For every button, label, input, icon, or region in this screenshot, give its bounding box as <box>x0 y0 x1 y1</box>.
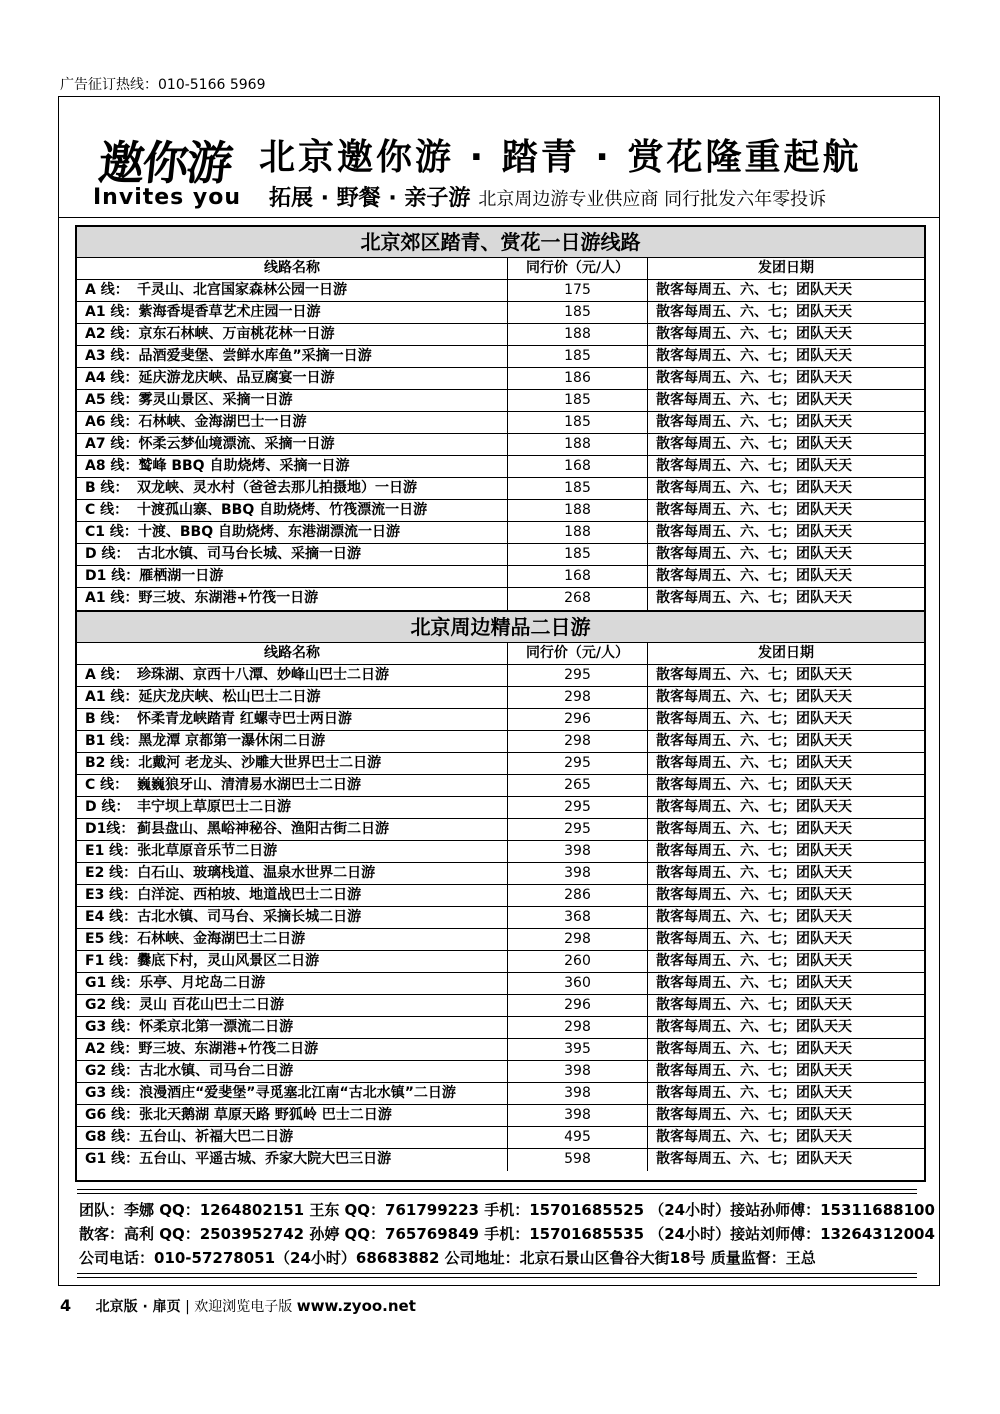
table-row <box>77 995 924 1017</box>
route-date: 散客每周五、六、七；团队天天 <box>656 590 852 606</box>
headline: 北京邀你游 · 踏青 · 赏花隆重起航 <box>259 137 862 178</box>
header-divider <box>59 217 939 218</box>
route-price: 495 <box>508 1127 648 1148</box>
route-date: 散客每周五、六、七；团队天天 <box>656 821 852 837</box>
route-date: 散客每周五、六、七；团队天天 <box>656 392 852 408</box>
subline-bold: 拓展 · 野餐 · 亲子游 <box>269 186 471 211</box>
section2-title: 北京周边精品二日游 <box>77 610 924 643</box>
route-name-cell <box>77 412 508 433</box>
route-name-cell <box>77 863 508 884</box>
route-code: A 线： <box>85 282 129 298</box>
route-code: C 线： <box>85 777 129 793</box>
route-price: 188 <box>508 522 648 543</box>
col-name-header: 线路名称 <box>77 643 508 664</box>
route-date: 散客每周五、六、七；团队天天 <box>656 755 852 771</box>
route-name: 怀柔京北第一漂流二日游 <box>139 1019 294 1035</box>
route-date: 散客每周五、六、七；团队天天 <box>656 546 852 562</box>
col-date-header: 发团日期 <box>758 645 814 661</box>
table-row <box>77 929 924 951</box>
route-price: 598 <box>508 1149 648 1171</box>
table-row <box>77 280 924 302</box>
divider-double-top <box>77 1189 917 1194</box>
route-code: A7 线： <box>85 436 139 452</box>
route-name: 双龙峡、灵水村（爸爸去那儿拍摄地）一日游 <box>137 480 417 496</box>
route-code: C 线： <box>85 502 129 518</box>
route-date: 散客每周五、六、七；团队天天 <box>656 865 852 881</box>
route-date: 散客每周五、六、七；团队天天 <box>656 304 852 320</box>
table-row <box>77 841 924 863</box>
route-price: 298 <box>508 929 648 950</box>
route-date: 散客每周五、六、七；团队天天 <box>656 502 852 518</box>
page-number: 4 <box>60 1296 72 1315</box>
route-price: 398 <box>508 1083 648 1104</box>
route-price: 168 <box>508 566 648 587</box>
table-row <box>77 753 924 775</box>
route-code: G1 线： <box>85 975 140 991</box>
section1-title: 北京郊区踏青、赏花一日游线路 <box>77 227 924 258</box>
route-price: 265 <box>508 775 648 796</box>
route-date: 散客每周五、六、七；团队天天 <box>656 689 852 705</box>
table-row <box>77 1127 924 1149</box>
route-price: 185 <box>508 478 648 499</box>
route-name: 鹫峰 BBQ 自助烧烤、采摘一日游 <box>138 458 350 474</box>
route-code: D 线： <box>85 546 130 562</box>
route-code: E2 线： <box>85 865 138 881</box>
route-date: 散客每周五、六、七；团队天天 <box>656 348 852 364</box>
route-name-cell <box>77 929 508 950</box>
route-name: 怀柔青龙峡踏青 红螺寺巴士两日游 <box>137 711 352 727</box>
route-price: 188 <box>508 434 648 455</box>
route-name: 十渡孤山寨、BBQ 自助烧烤、竹筏漂流一日游 <box>137 502 428 518</box>
route-name-cell <box>77 456 508 477</box>
route-date: 散客每周五、六、七；团队天天 <box>656 480 852 496</box>
route-name-cell <box>77 797 508 818</box>
route-name: 紫海香堤香草艺术庄园一日游 <box>138 304 321 320</box>
route-price: 188 <box>508 324 648 345</box>
edition-label: 北京版 · 扉页 <box>95 1299 181 1315</box>
section1-header-row <box>77 258 924 280</box>
table-row <box>77 863 924 885</box>
route-code: A1 线： <box>85 304 139 320</box>
table-row <box>77 500 924 522</box>
route-name: 五台山、祈福大巴二日游 <box>139 1129 294 1145</box>
route-name-cell <box>77 1149 508 1171</box>
route-date: 散客每周五、六、七；团队天天 <box>656 458 852 474</box>
route-date: 散客每周五、六、七；团队天天 <box>656 953 852 969</box>
route-code: G3 线： <box>85 1085 140 1101</box>
route-code: G3 线： <box>85 1019 140 1035</box>
route-name-cell <box>77 1127 508 1148</box>
route-date: 散客每周五、六、七；团队天天 <box>656 887 852 903</box>
logo-en: Invites you <box>93 185 242 210</box>
route-name: 张北天鹅湖 草原天路 野狐岭 巴士二日游 <box>139 1107 392 1123</box>
route-code: G1 线： <box>85 1151 140 1167</box>
route-price: 296 <box>508 995 648 1016</box>
route-code: A6 线： <box>85 414 139 430</box>
route-date: 散客每周五、六、七；团队天天 <box>656 777 852 793</box>
route-name-cell <box>77 280 508 301</box>
route-name: 延庆龙庆峡、松山巴士二日游 <box>138 689 321 705</box>
routes-table <box>75 225 926 1182</box>
route-price: 395 <box>508 1039 648 1060</box>
route-date: 散客每周五、六、七；团队天天 <box>656 931 852 947</box>
route-name: 五台山、平遥古城、乔家大院大巴三日游 <box>139 1151 392 1167</box>
route-name-cell <box>77 973 508 994</box>
route-date: 散客每周五、六、七；团队天天 <box>656 370 852 386</box>
table-row <box>77 522 924 544</box>
route-name-cell <box>77 731 508 752</box>
route-price: 295 <box>508 753 648 774</box>
route-name: 蓟县盘山、黑峪神秘谷、渔阳古街二日游 <box>137 821 389 837</box>
route-name: 雾灵山景区、采摘一日游 <box>138 392 293 408</box>
route-date: 散客每周五、六、七；团队天天 <box>656 282 852 298</box>
route-name-cell <box>77 588 508 610</box>
route-name-cell <box>77 390 508 411</box>
table-row <box>77 1017 924 1039</box>
table-row <box>77 687 924 709</box>
route-name: 乐亭、月坨岛二日游 <box>139 975 266 991</box>
route-date: 散客每周五、六、七；团队天天 <box>656 667 852 683</box>
route-price: 295 <box>508 797 648 818</box>
table-row <box>77 302 924 324</box>
route-price: 360 <box>508 973 648 994</box>
route-code: A3 线： <box>85 348 139 364</box>
route-price: 185 <box>508 412 648 433</box>
route-price: 398 <box>508 863 648 884</box>
route-code: A5 线： <box>85 392 139 408</box>
col-price-header: 同行价（元/人） <box>508 258 648 279</box>
route-price: 188 <box>508 500 648 521</box>
route-date: 散客每周五、六、七；团队天天 <box>656 436 852 452</box>
route-name-cell <box>77 566 508 587</box>
route-name-cell <box>77 478 508 499</box>
table-row <box>77 819 924 841</box>
route-name-cell <box>77 346 508 367</box>
route-code: G8 线： <box>85 1129 140 1145</box>
route-name-cell <box>77 500 508 521</box>
route-name-cell <box>77 1039 508 1060</box>
table-row <box>77 797 924 819</box>
route-name-cell <box>77 522 508 543</box>
contact-individual: 散客：高利 QQ：2503952742 孙婷 QQ：765769849 手机：15701685535 （24小时）接站刘师傅：13264312004 <box>79 1225 935 1243</box>
route-code: A4 线： <box>85 370 139 386</box>
route-name: 黑龙潭 京都第一瀑休闲二日游 <box>138 733 326 749</box>
route-name-cell <box>77 907 508 928</box>
route-name: 石林峡、金海湖巴士一日游 <box>138 414 307 430</box>
route-name: 白石山、玻璃栈道、温泉水世界二日游 <box>137 865 376 881</box>
table-row <box>77 665 924 687</box>
route-code: A1 线： <box>85 590 139 606</box>
route-name: 怀柔云梦仙境漂流、采摘一日游 <box>138 436 335 452</box>
col-name-header: 线路名称 <box>77 258 508 279</box>
route-name-cell <box>77 1105 508 1126</box>
table-row <box>77 973 924 995</box>
route-code: G2 线： <box>85 1063 140 1079</box>
route-price: 368 <box>508 907 648 928</box>
table-row <box>77 1105 924 1127</box>
route-name: 品酒爱斐堡、尝鲜水库鱼”采摘一日游 <box>138 348 372 364</box>
route-name: 石林峡、金海湖巴士二日游 <box>137 931 306 947</box>
route-date: 散客每周五、六、七；团队天天 <box>656 524 852 540</box>
route-name: 浪漫酒庄“爱斐堡”寻觅塞北江南“古北水镇”二日游 <box>139 1085 456 1101</box>
table-row <box>77 907 924 929</box>
route-date: 散客每周五、六、七；团队天天 <box>656 568 852 584</box>
route-date: 散客每周五、六、七；团队天天 <box>656 414 852 430</box>
route-date: 散客每周五、六、七；团队天天 <box>656 1019 852 1035</box>
col-price-header: 同行价（元/人） <box>508 643 648 664</box>
route-price: 295 <box>508 819 648 840</box>
route-name: 张北草原音乐节二日游 <box>137 843 278 859</box>
route-name-cell <box>77 544 508 565</box>
subline <box>269 181 826 212</box>
route-name: 延庆游龙庆峡、品豆腐宴一日游 <box>138 370 335 386</box>
route-name: 古北水镇、司马台长城、采摘一日游 <box>137 546 361 562</box>
route-name: 爨底下村，灵山风景区二日游 <box>137 953 320 969</box>
route-code: B1 线： <box>85 733 139 749</box>
route-name: 白洋淀、西柏坡、地道战巴士二日游 <box>137 887 362 903</box>
route-date: 散客每周五、六、七；团队天天 <box>656 1151 852 1167</box>
table-row <box>77 368 924 390</box>
divider-double-bottom <box>77 1273 917 1278</box>
route-price: 298 <box>508 1017 648 1038</box>
route-code: F1 线： <box>85 953 138 969</box>
route-name-cell <box>77 775 508 796</box>
route-code: G2 线： <box>85 997 140 1013</box>
route-price: 185 <box>508 544 648 565</box>
route-code: C1 线： <box>85 524 138 540</box>
route-code: D1 线： <box>85 568 140 584</box>
route-date: 散客每周五、六、七；团队天天 <box>656 1063 852 1079</box>
route-code: A2 线： <box>85 1041 139 1057</box>
route-name-cell <box>77 885 508 906</box>
route-name-cell <box>77 1061 508 1082</box>
route-name: 古北水镇、司马台、采摘长城二日游 <box>137 909 362 925</box>
route-price: 185 <box>508 302 648 323</box>
page-footer <box>60 1296 416 1316</box>
contact-team: 团队：李娜 QQ：1264802151 王东 QQ：761799223 手机：15701685525 （24小时）接站孙师傅：15311688100 <box>79 1201 935 1219</box>
table-row <box>77 731 924 753</box>
route-name: 北戴河 老龙头、沙雕大世界巴士二日游 <box>138 755 382 771</box>
table-row <box>77 1083 924 1105</box>
route-date: 散客每周五、六、七；团队天天 <box>656 711 852 727</box>
table-row <box>77 324 924 346</box>
table-row <box>77 478 924 500</box>
route-name-cell <box>77 819 508 840</box>
route-code: G6 线： <box>85 1107 140 1123</box>
route-price: 398 <box>508 1061 648 1082</box>
section2-rows <box>77 665 924 1171</box>
route-code: A2 线： <box>85 326 139 342</box>
route-date: 散客每周五、六、七；团队天天 <box>656 799 852 815</box>
route-code: D1线： <box>85 821 135 837</box>
route-code: B2 线： <box>85 755 139 771</box>
route-price: 286 <box>508 885 648 906</box>
route-date: 散客每周五、六、七；团队天天 <box>656 326 852 342</box>
route-name-cell <box>77 841 508 862</box>
ad-hotline: 广告征订热线：010-5166 5969 <box>60 77 266 93</box>
route-code: B 线： <box>85 480 129 496</box>
table-row <box>77 775 924 797</box>
route-code: E1 线： <box>85 843 138 859</box>
route-name: 野三坡、东湖港+竹筏一日游 <box>138 590 319 606</box>
route-name-cell <box>77 753 508 774</box>
subline-normal: 北京周边游专业供应商 同行批发六年零投诉 <box>478 189 827 210</box>
route-code: E4 线： <box>85 909 138 925</box>
route-name: 京东石林峡、万亩桃花林一日游 <box>138 326 335 342</box>
header <box>59 97 939 217</box>
footer-separator: | <box>185 1299 195 1315</box>
route-date: 散客每周五、六、七；团队天天 <box>656 975 852 991</box>
route-date: 散客每周五、六、七；团队天天 <box>656 1041 852 1057</box>
section2-header-row <box>77 643 924 665</box>
route-name: 雁栖湖一日游 <box>139 568 224 584</box>
route-price: 298 <box>508 731 648 752</box>
route-name-cell <box>77 434 508 455</box>
route-name-cell <box>77 324 508 345</box>
route-name: 灵山 百花山巴士二日游 <box>139 997 284 1013</box>
table-row <box>77 434 924 456</box>
table-row <box>77 346 924 368</box>
table-row <box>77 951 924 973</box>
route-date: 散客每周五、六、七；团队天天 <box>656 1107 852 1123</box>
table-row <box>77 412 924 434</box>
table-row <box>77 885 924 907</box>
route-name: 古北水镇、司马台二日游 <box>139 1063 294 1079</box>
route-name-cell <box>77 1083 508 1104</box>
welcome-text: 欢迎浏览电子版 <box>194 1299 293 1315</box>
table-row <box>77 1061 924 1083</box>
route-name-cell <box>77 951 508 972</box>
route-date: 散客每周五、六、七；团队天天 <box>656 733 852 749</box>
route-price: 398 <box>508 1105 648 1126</box>
route-code: B 线： <box>85 711 129 727</box>
route-name-cell <box>77 1017 508 1038</box>
route-code: A 线： <box>85 667 129 683</box>
route-price: 268 <box>508 588 648 610</box>
route-name-cell <box>77 687 508 708</box>
route-name: 丰宁坝上草原巴士二日游 <box>137 799 291 815</box>
route-price: 260 <box>508 951 648 972</box>
route-price: 185 <box>508 346 648 367</box>
table-row <box>77 544 924 566</box>
route-price: 298 <box>508 687 648 708</box>
table-row <box>77 709 924 731</box>
route-price: 296 <box>508 709 648 730</box>
route-name-cell <box>77 995 508 1016</box>
route-date: 散客每周五、六、七；团队天天 <box>656 843 852 859</box>
route-date: 散客每周五、六、七；团队天天 <box>656 997 852 1013</box>
route-price: 186 <box>508 368 648 389</box>
route-name: 巍巍狼牙山、清清易水湖巴士二日游 <box>137 777 361 793</box>
table-row <box>77 566 924 588</box>
route-price: 175 <box>508 280 648 301</box>
route-date: 散客每周五、六、七；团队天天 <box>656 909 852 925</box>
route-name: 珍珠湖、京西十八潭、妙峰山巴士二日游 <box>137 667 389 683</box>
route-name-cell <box>77 709 508 730</box>
route-price: 168 <box>508 456 648 477</box>
route-name-cell <box>77 665 508 686</box>
col-date-header: 发团日期 <box>758 260 814 276</box>
route-code: A1 线： <box>85 689 139 705</box>
section1-rows <box>77 280 924 610</box>
route-name: 野三坡、东湖港+竹筏二日游 <box>138 1041 319 1057</box>
website-link[interactable]: www.zyoo.net <box>296 1297 416 1315</box>
table-row <box>77 390 924 412</box>
route-code: A8 线： <box>85 458 139 474</box>
logo-cn: 邀你游 <box>95 136 234 190</box>
contact-company: 公司电话：010-57278051（24小时）68683882 公司地址：北京石景山区鲁谷大街18号 质量监督：王总 <box>79 1249 816 1267</box>
table-row <box>77 1149 924 1171</box>
route-date: 散客每周五、六、七；团队天天 <box>656 1129 852 1145</box>
route-price: 295 <box>508 665 648 686</box>
route-code: D 线： <box>85 799 130 815</box>
route-price: 185 <box>508 390 648 411</box>
page-frame <box>58 96 940 1286</box>
table-row <box>77 456 924 478</box>
table-row <box>77 1039 924 1061</box>
route-code: E5 线： <box>85 931 138 947</box>
route-name: 千灵山、北宫国家森林公园一日游 <box>137 282 347 298</box>
table-row <box>77 588 924 610</box>
route-name-cell <box>77 368 508 389</box>
route-price: 398 <box>508 841 648 862</box>
route-code: E3 线： <box>85 887 138 903</box>
route-date: 散客每周五、六、七；团队天天 <box>656 1085 852 1101</box>
route-name-cell <box>77 302 508 323</box>
route-name: 十渡、BBQ 自助烧烤、东港湖漂流一日游 <box>137 524 401 540</box>
